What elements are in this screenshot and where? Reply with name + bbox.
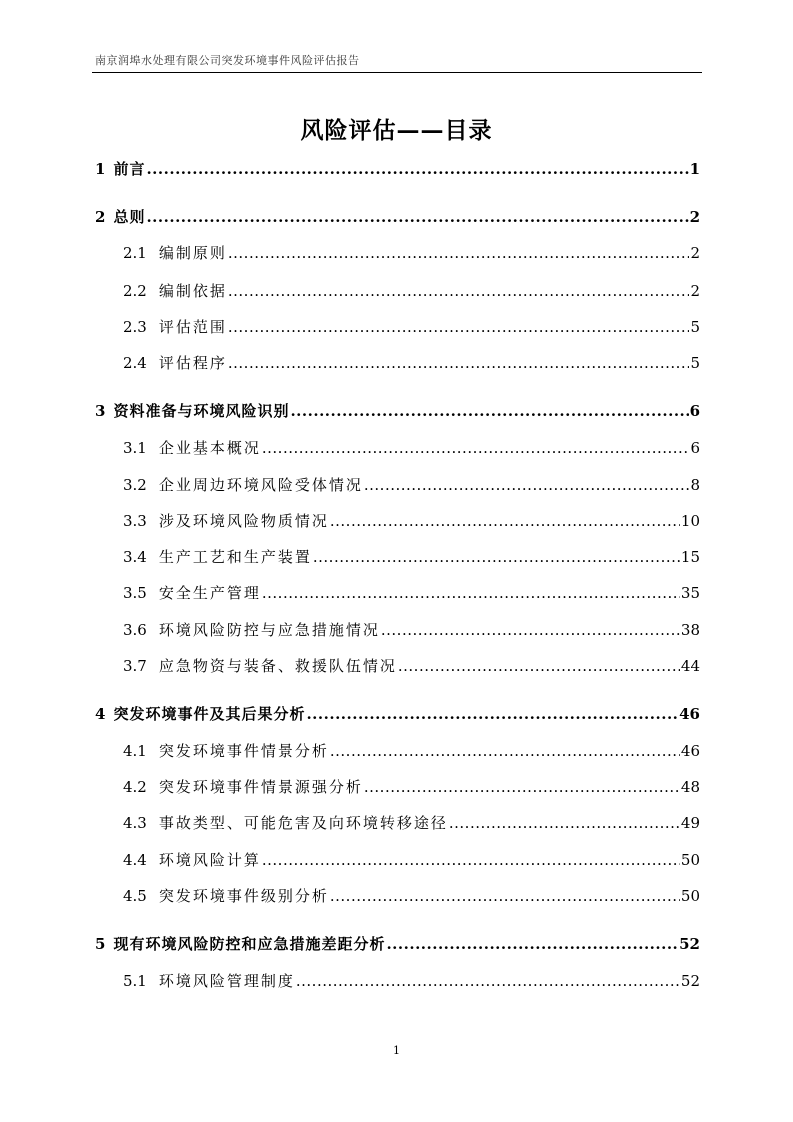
toc-entry-number: 3.2: [123, 476, 147, 494]
toc-dot-leader: [364, 476, 690, 494]
toc-section-entry[interactable]: [123, 437, 700, 458]
toc-entry-title: 总则: [113, 208, 146, 226]
toc-entry-number: 1: [95, 160, 106, 178]
toc-entry-number: 2.4: [123, 354, 147, 372]
page-title: 风险评估——目录: [300, 117, 493, 144]
toc-dot-leader: [228, 318, 690, 336]
toc-entry-page: 38: [680, 621, 700, 639]
toc-dot-leader: [449, 814, 680, 832]
toc-section-entry[interactable]: [123, 582, 700, 603]
toc-entry-title: 环境风险管理制度: [158, 972, 295, 990]
toc-dot-leader: [228, 354, 690, 372]
toc-entry-number: 4.5: [123, 887, 147, 905]
toc-entry-page: 52: [680, 972, 700, 990]
toc-entry-number: 4.4: [123, 851, 147, 869]
toc-entry-title: 突发环境事件及其后果分析: [113, 705, 306, 723]
toc-entry-title: 资料准备与环境风险识别: [113, 402, 290, 420]
toc-entry-page: 50: [680, 851, 700, 869]
toc-entry-page: 15: [680, 548, 700, 566]
toc-section-entry[interactable]: [123, 885, 700, 906]
toc-entry-page: 2: [690, 244, 700, 262]
toc-entry-page: 5: [690, 354, 700, 372]
toc-entry-page: 6: [690, 439, 700, 457]
toc-section-entry[interactable]: [123, 352, 700, 373]
toc-entry-page: 50: [680, 887, 700, 905]
toc-chapter-entry[interactable]: [95, 206, 700, 227]
toc-entry-number: 3.4: [123, 548, 147, 566]
toc-entry-number: 3.6: [123, 621, 147, 639]
toc-dot-leader: [386, 935, 678, 953]
toc-section-entry[interactable]: [123, 849, 700, 870]
toc-entry-title: 评估程序: [158, 354, 227, 372]
toc-dot-leader: [146, 208, 688, 226]
toc-entry-page: 52: [679, 935, 700, 953]
toc-entry-title: 事故类型、可能危害及向环境转移途径: [158, 814, 448, 832]
toc-dot-leader: [330, 512, 680, 530]
toc-entry-title: 突发环境事件情景分析: [158, 742, 329, 760]
toc-entry-page: 46: [680, 742, 700, 760]
toc-entry-page: 46: [679, 705, 700, 723]
toc-section-entry[interactable]: [123, 655, 700, 676]
toc-section-entry[interactable]: [123, 619, 700, 640]
toc-entry-title: 突发环境事件级别分析: [158, 887, 329, 905]
toc-entry-number: 3.3: [123, 512, 147, 530]
toc-dot-leader: [228, 244, 690, 262]
toc-entry-title: 前言: [113, 160, 146, 178]
toc-entry-number: 4.2: [123, 778, 147, 796]
toc-section-entry[interactable]: [123, 280, 700, 301]
toc-entry-title: 生产工艺和生产装置: [158, 548, 312, 566]
toc-chapter-entry[interactable]: [95, 703, 700, 724]
toc-entry-title: 涉及环境风险物质情况: [158, 512, 329, 530]
running-header: 南京润埠水处理有限公司突发环境事件风险评估报告: [95, 54, 360, 67]
toc-dot-leader: [381, 621, 680, 639]
toc-dot-leader: [313, 548, 680, 566]
toc-chapter-entry[interactable]: [95, 400, 700, 421]
toc-entry-page: 1: [689, 160, 700, 178]
toc-chapter-entry[interactable]: [95, 933, 700, 954]
toc-entry-number: 4: [95, 705, 106, 723]
toc-entry-title: 安全生产管理: [158, 584, 261, 602]
toc-entry-number: 3.1: [123, 439, 147, 457]
toc-entry-title: 企业周边环境风险受体情况: [158, 476, 363, 494]
toc-entry-number: 2: [95, 208, 106, 226]
toc-entry-number: 5: [95, 935, 106, 953]
toc-entry-number: 2.1: [123, 244, 147, 262]
toc-entry-title: 企业基本概况: [158, 439, 261, 457]
toc-entry-title: 现有环境风险防控和应急措施差距分析: [113, 935, 386, 953]
toc-entry-page: 35: [680, 584, 700, 602]
toc-section-entry[interactable]: [123, 776, 700, 797]
toc-entry-page: 2: [690, 282, 700, 300]
toc-entry-page: 8: [690, 476, 700, 494]
toc-dot-leader: [262, 584, 680, 602]
toc-dot-leader: [296, 972, 680, 990]
toc-section-entry[interactable]: [123, 474, 700, 495]
toc-dot-leader: [262, 851, 680, 869]
toc-section-entry[interactable]: [123, 316, 700, 337]
toc-dot-leader: [306, 705, 678, 723]
toc-section-entry[interactable]: [123, 242, 700, 263]
toc-section-entry[interactable]: [123, 970, 700, 991]
toc-entry-number: 2.2: [123, 282, 147, 300]
toc-entry-title: 编制原则: [158, 244, 227, 262]
toc-section-entry[interactable]: [123, 546, 700, 567]
toc-section-entry[interactable]: [123, 740, 700, 761]
toc-entry-number: 5.1: [123, 972, 147, 990]
toc-section-entry[interactable]: [123, 812, 700, 833]
page-number: 1: [393, 1044, 400, 1057]
toc-dot-leader: [228, 282, 690, 300]
toc-entry-page: 44: [680, 657, 700, 675]
toc-entry-page: 5: [690, 318, 700, 336]
toc-entry-title: 突发环境事件情景源强分析: [158, 778, 363, 796]
toc-dot-leader: [330, 742, 680, 760]
toc-dot-leader: [364, 778, 680, 796]
toc-entry-number: 4.3: [123, 814, 147, 832]
toc-entry-title: 应急物资与装备、救援队伍情况: [158, 657, 397, 675]
toc-chapter-entry[interactable]: [95, 158, 700, 179]
toc-entry-page: 6: [689, 402, 700, 420]
toc-entry-title: 编制依据: [158, 282, 227, 300]
toc-dot-leader: [290, 402, 688, 420]
toc-section-entry[interactable]: [123, 510, 700, 531]
toc-entry-page: 48: [680, 778, 700, 796]
toc-entry-number: 2.3: [123, 318, 147, 336]
toc-entry-page: 10: [680, 512, 700, 530]
toc-dot-leader: [262, 439, 690, 457]
toc-dot-leader: [398, 657, 680, 675]
toc-entry-page: 2: [689, 208, 700, 226]
toc-dot-leader: [146, 160, 688, 178]
toc-entry-number: 3.7: [123, 657, 147, 675]
toc-entry-title: 环境风险计算: [158, 851, 261, 869]
toc-dot-leader: [330, 887, 680, 905]
toc-entry-number: 3.5: [123, 584, 147, 602]
toc-entry-title: 评估范围: [158, 318, 227, 336]
toc-entry-number: 4.1: [123, 742, 147, 760]
header-rule: [92, 72, 702, 73]
toc-entry-title: 环境风险防控与应急措施情况: [158, 621, 380, 639]
toc-entry-number: 3: [95, 402, 106, 420]
toc-entry-page: 49: [680, 814, 700, 832]
